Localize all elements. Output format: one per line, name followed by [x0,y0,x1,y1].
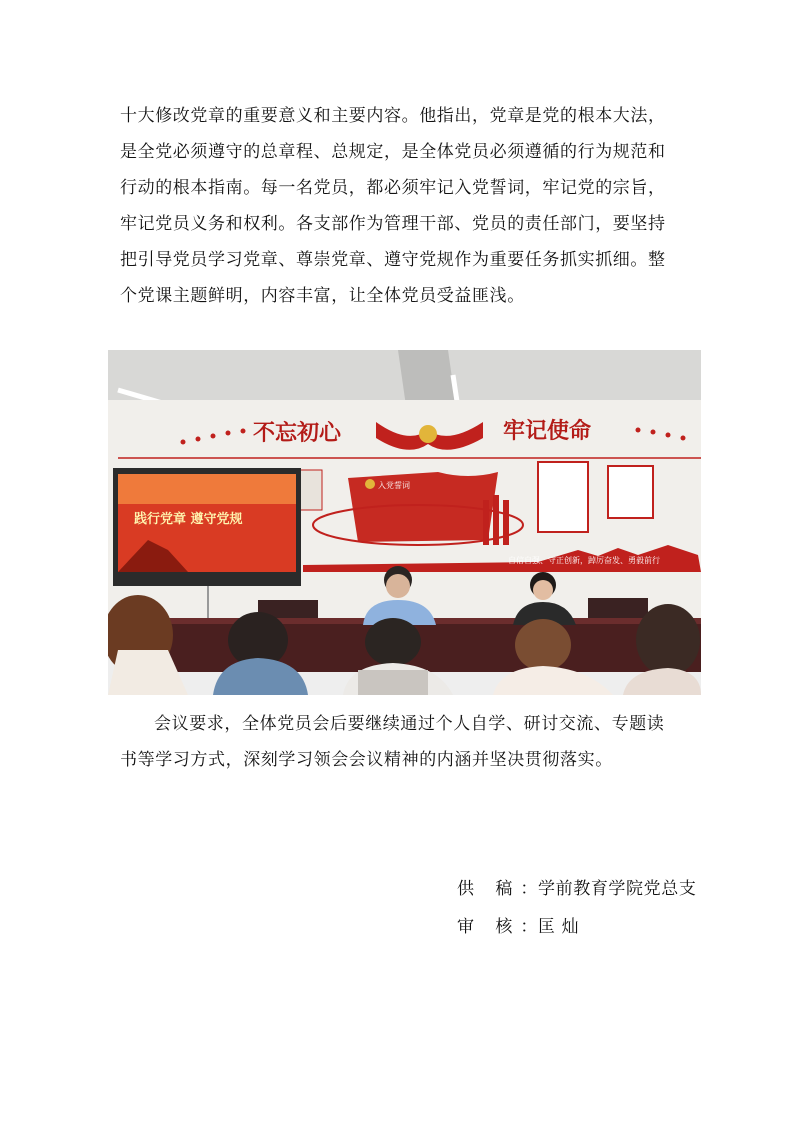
credits-block [457,870,696,946]
paragraph-line: 十大修改党章的重要意义和主要内容。他指出，党章是党的根本大法， [120,106,666,126]
credit-source [457,870,696,908]
credit-review [457,908,696,946]
svg-text:自信自强、守正创新，踔厉奋发、勇毅前行: 自信自强、守正创新，踔厉奋发、勇毅前行 [508,556,660,565]
slogan-right: 牢记使命 [503,418,592,444]
slogan-left: 不忘初心 [253,420,342,446]
paragraph-line: 个党课主题鲜明，内容丰富，让全体党员受益匪浅。 [120,286,525,306]
paragraph-line: 把引导党员学习党章、尊崇党章、遵守党规作为重要任务抓实抓细。整 [120,250,666,270]
credit-separator: ： [520,917,539,937]
svg-text:入党誓词: 入党誓词 [378,481,410,490]
paragraph-line: 是全党必须遵守的总章程、总规定，是全体党员必须遵循的行为规范和 [120,142,666,162]
credit-source-label: 供 稿 [457,879,521,899]
paragraph-line: 行动的根本指南。每一名党员，都必须牢记入党誓词，牢记党的宗旨， [120,178,666,198]
credit-separator: ： [520,879,539,899]
paragraph-1 [120,98,695,314]
paragraph-line: 会议要求，全体党员会后要继续通过个人自学、研讨交流、专题读 [154,714,665,734]
credit-source-value: 学前教育学院党总支 [538,879,697,899]
credit-review-label: 审 核 [457,917,521,937]
meeting-photo [108,350,701,695]
paragraph-line: 牢记党员义务和权利。各支部作为管理干部、党员的责任部门，要坚持 [120,214,666,234]
paragraph-2 [120,706,695,778]
meeting-photo-illustration [108,350,701,695]
credit-review-value: 匡 灿 [538,917,580,937]
party-emblem-icon [419,425,437,443]
paragraph-line: 书等学习方式，深刻学习领会会议精神的内涵并坚决贯彻落实。 [120,750,613,770]
screen-title: 践行党章 遵守党规 [134,512,243,527]
